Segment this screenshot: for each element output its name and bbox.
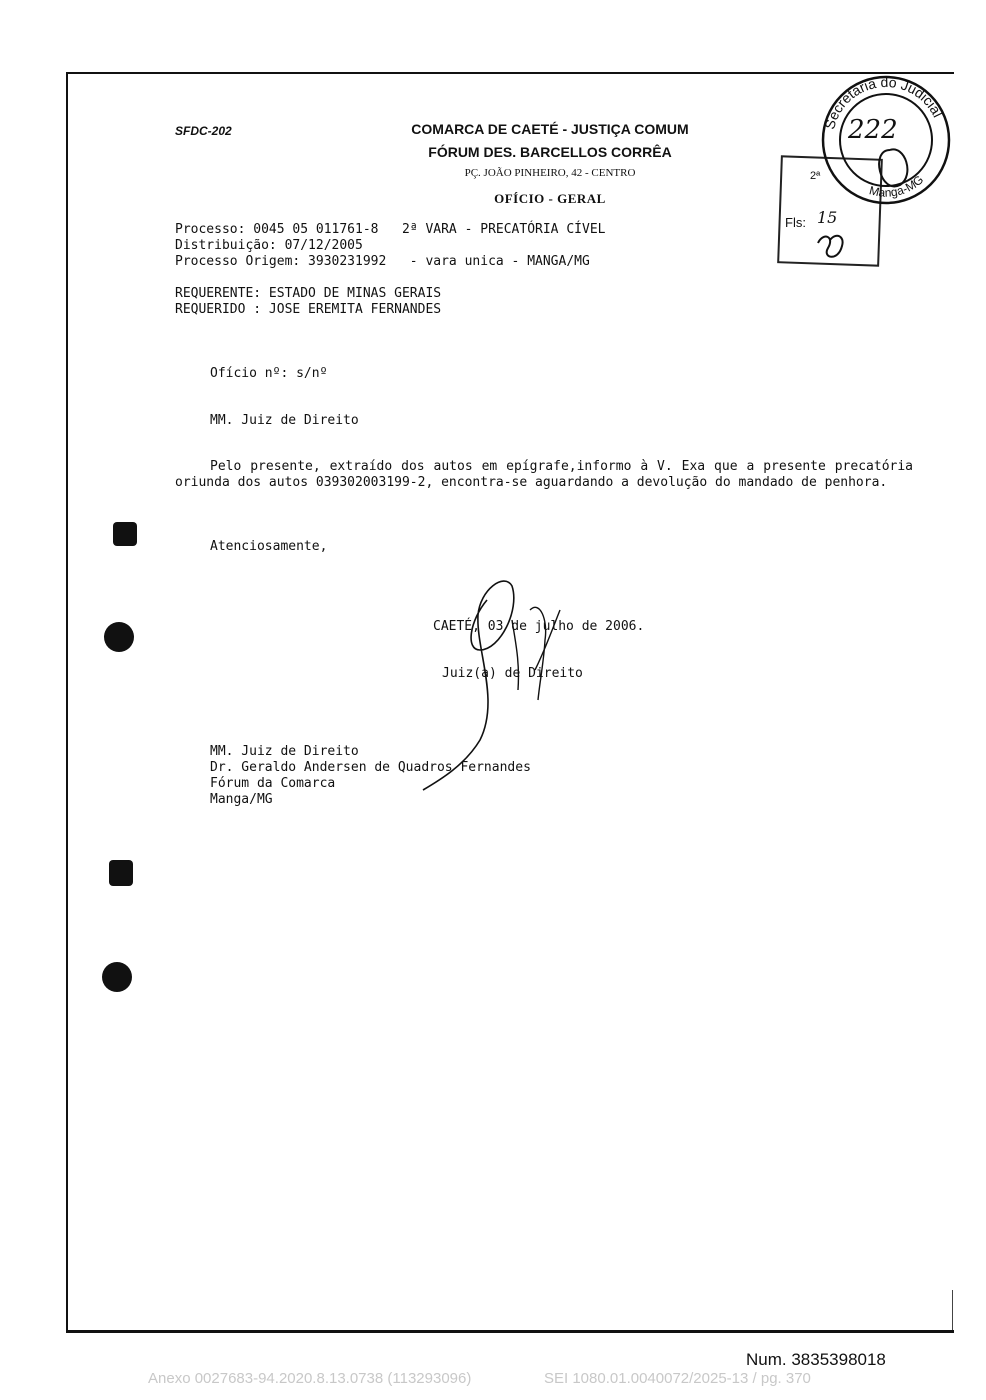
- origin-process-line: Processo Origem: 3930231992 - vara unica - MANGA/MG: [175, 254, 590, 269]
- process-number-line: Processo: 0045 05 011761-8 2ª VARA - PRECATÓRIA CÍVEL: [175, 222, 606, 237]
- recipient-title: MM. Juiz de Direito: [210, 744, 359, 759]
- svg-text:Manga-MG: Manga-MG: [867, 172, 927, 200]
- distribution-date-line: Distribuição: 07/12/2005: [175, 238, 363, 253]
- annex-reference: Anexo 0027683-94.2020.8.13.0738 (113293096): [148, 1370, 472, 1387]
- court-title: COMARCA DE CAETÉ - JUSTIÇA COMUM: [411, 121, 689, 137]
- signature-icon: [423, 581, 560, 790]
- letter-body-text: Pelo presente, extraído dos autos em epígrafe,informo à V. Exa que a presente precatória oriunda dos autos 039302003199-2, encontra-se aguardando a devolução do mandado de penhora.: [175, 459, 913, 490]
- requerido-line: REQUERIDO : JOSE EREMITA FERNANDES: [175, 302, 442, 317]
- circular-seal: [821, 74, 949, 203]
- place-date: CAETÉ, 03 de julho de 2006.: [433, 619, 645, 634]
- svg-text:Secretaria do Judicial: Secretaria do Judicial: [821, 73, 947, 131]
- oficio-number: Ofício nº: s/nº: [210, 366, 328, 381]
- forum-address: PÇ. JOÃO PINHEIRO, 42 - CENTRO: [464, 167, 636, 179]
- closing: Atenciosamente,: [210, 539, 328, 554]
- salutation: MM. Juiz de Direito: [210, 413, 359, 428]
- recipient-city: Manga/MG: [210, 792, 273, 807]
- recipient-name: Dr. Geraldo Andersen de Quadros Fernandes: [210, 760, 531, 775]
- stamp-vara: 2ª: [810, 170, 821, 182]
- stamp-fls-value: 15: [817, 208, 838, 227]
- signer-role: Juiz(a) de Direito: [442, 666, 583, 681]
- sei-reference: SEI 1080.01.0040072/2025-13 / pg. 370: [544, 1370, 811, 1387]
- document-number: Num. 3835398018: [746, 1350, 886, 1369]
- document-type: OFÍCIO - GERAL: [494, 191, 606, 206]
- requerente-line: REQUERENTE: ESTADO DE MINAS GERAIS: [175, 286, 442, 301]
- forum-title: FÓRUM DES. BARCELLOS CORRÊA: [428, 144, 672, 160]
- recipient-forum: Fórum da Comarca: [210, 776, 336, 791]
- form-code: SFDC-202: [175, 124, 232, 138]
- stamp-fls-label: Fls:: [785, 215, 806, 230]
- svg-text:222: 222: [848, 115, 898, 145]
- handwritten-initials-icon: [818, 236, 843, 257]
